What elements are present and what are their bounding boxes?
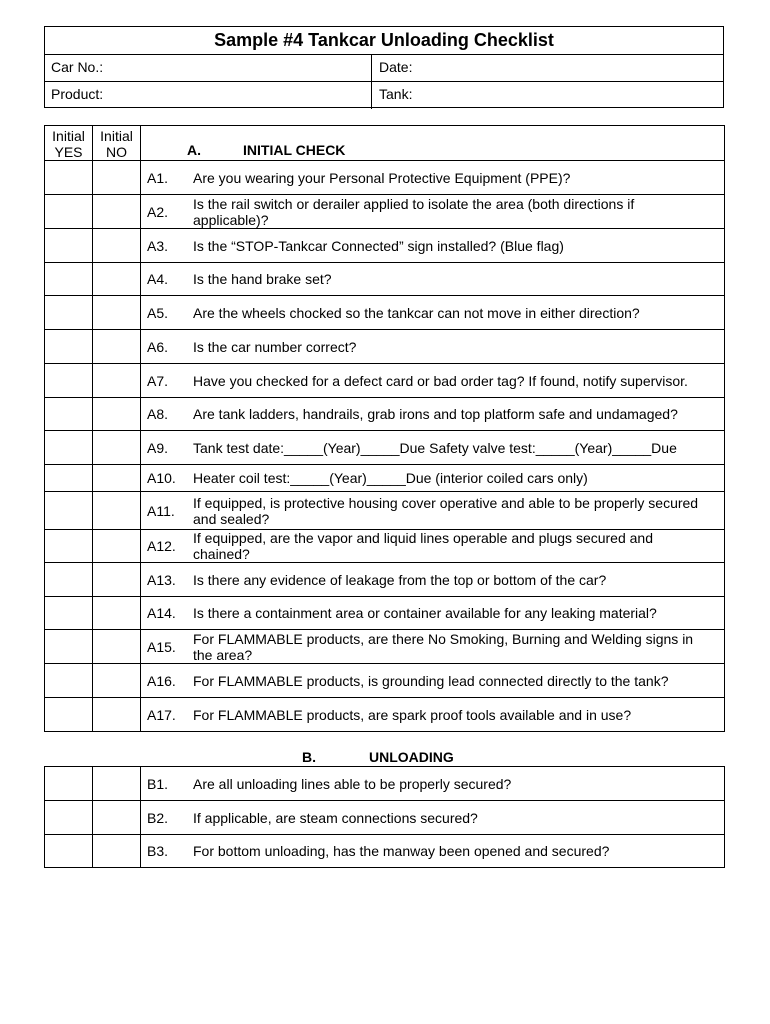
initial-no-box[interactable] xyxy=(93,597,141,630)
question-cell xyxy=(141,330,725,364)
item-number: A6. xyxy=(147,338,169,355)
item-question: Are you wearing your Personal Protective Equipment (PPE)? xyxy=(193,169,571,186)
checklist-row xyxy=(45,698,725,732)
item-question: Tank test date:_____(Year)_____Due Safety valve test:_____(Year)_____Due xyxy=(193,439,677,456)
item-number: A9. xyxy=(147,439,169,456)
initial-no-box[interactable] xyxy=(93,698,141,732)
initial-yes-box[interactable] xyxy=(45,364,93,398)
question-cell xyxy=(141,492,725,530)
checklist-row xyxy=(45,630,725,664)
section-b-heading xyxy=(302,749,454,765)
initial-yes-box[interactable] xyxy=(45,398,93,431)
initial-yes-box[interactable] xyxy=(45,664,93,698)
checklist-row xyxy=(45,563,725,597)
question-cell xyxy=(141,630,725,664)
initial-no-box[interactable] xyxy=(93,431,141,465)
initial-no-box[interactable] xyxy=(93,161,141,195)
initial-yes-box[interactable] xyxy=(45,835,93,868)
initial-no-box[interactable] xyxy=(93,364,141,398)
checklist-row xyxy=(45,296,725,330)
initial-yes-box[interactable] xyxy=(45,161,93,195)
checklist-row xyxy=(45,229,725,263)
item-question: Is the hand brake set? xyxy=(193,271,332,287)
initial-check-table xyxy=(44,125,725,732)
initial-no-box[interactable] xyxy=(93,835,141,868)
initial-no-box[interactable] xyxy=(93,530,141,563)
question-cell xyxy=(141,195,725,229)
item-number: A3. xyxy=(147,237,169,254)
initial-no-box[interactable] xyxy=(93,563,141,597)
item-question: Have you checked for a defect card or bad order tag? If found, notify supervisor. xyxy=(193,372,688,389)
checklist-row xyxy=(45,431,725,465)
question-cell xyxy=(141,835,725,868)
item-number: B1. xyxy=(147,775,169,792)
item-number: A1. xyxy=(147,169,169,186)
checklist-row xyxy=(45,530,725,563)
item-question: Is there a containment area or container available for any leaking material? xyxy=(193,605,657,621)
initial-no-box[interactable] xyxy=(93,398,141,431)
header-row-product xyxy=(45,81,723,109)
initial-no-box[interactable] xyxy=(93,296,141,330)
item-question: Is the “STOP-Tankcar Connected” sign installed? (Blue flag) xyxy=(193,237,564,254)
initial-yes-box[interactable] xyxy=(45,630,93,664)
section-a-letter: A. xyxy=(187,142,201,158)
item-number: A14. xyxy=(147,605,176,621)
item-number: A5. xyxy=(147,304,169,321)
item-question: If applicable, are steam connections secured? xyxy=(193,809,478,826)
question-cell xyxy=(141,465,725,492)
initial-yes-box[interactable] xyxy=(45,431,93,465)
item-number: A12. xyxy=(147,538,176,554)
section-b-letter: B. xyxy=(302,749,316,765)
item-question: For FLAMMABLE products, are spark proof tools available and in use? xyxy=(193,706,632,723)
question-cell xyxy=(141,296,725,330)
initial-no-box[interactable] xyxy=(93,630,141,664)
checklist-header xyxy=(44,26,724,108)
checklist-row xyxy=(45,330,725,364)
item-number: B2. xyxy=(147,809,169,826)
question-cell xyxy=(141,767,725,801)
item-question: If equipped, is protective housing cover operative and able to be properly secured and sealed? xyxy=(193,494,699,527)
question-cell xyxy=(141,229,725,263)
item-question: For FLAMMABLE products, are there No Smoking, Burning and Welding signs in the area? xyxy=(193,630,694,663)
item-question: Are all unloading lines able to be properly secured? xyxy=(193,775,512,792)
item-question: For bottom unloading, has the manway been opened and secured? xyxy=(193,843,610,859)
question-cell xyxy=(141,597,725,630)
product-field[interactable]: Product: xyxy=(45,82,372,109)
initial-yes-label-2: YES xyxy=(54,144,83,160)
item-number: A4. xyxy=(147,271,169,287)
item-number: A7. xyxy=(147,372,169,389)
question-cell xyxy=(141,698,725,732)
item-number: A13. xyxy=(147,571,176,588)
question-cell xyxy=(141,161,725,195)
initial-no-label-2: NO xyxy=(106,144,127,160)
initial-yes-box[interactable] xyxy=(45,465,93,492)
table-header-row xyxy=(45,126,725,161)
initial-yes-label-1: Initial xyxy=(52,128,85,144)
initial-no-header xyxy=(93,126,141,161)
initial-no-label-1: Initial xyxy=(100,128,133,144)
initial-no-box[interactable] xyxy=(93,229,141,263)
question-cell xyxy=(141,263,725,296)
checklist-row xyxy=(45,492,725,530)
item-number: A15. xyxy=(147,638,176,655)
item-number: A11. xyxy=(147,502,175,519)
initial-yes-box[interactable] xyxy=(45,597,93,630)
initial-yes-box[interactable] xyxy=(45,492,93,530)
checklist-row xyxy=(45,364,725,398)
item-question: Are tank ladders, handrails, grab irons and top platform safe and undamaged? xyxy=(193,406,678,422)
section-a-heading xyxy=(141,126,725,161)
initial-yes-box[interactable] xyxy=(45,195,93,229)
checklist-row xyxy=(45,398,725,431)
item-number: A17. xyxy=(147,706,176,723)
item-number: A16. xyxy=(147,672,176,689)
item-number: A8. xyxy=(147,406,169,422)
question-cell xyxy=(141,364,725,398)
date-field[interactable]: Date: xyxy=(379,59,413,75)
initial-yes-box[interactable] xyxy=(45,563,93,597)
checklist-row xyxy=(45,465,725,492)
item-question: Is there any evidence of leakage from the top or bottom of the car? xyxy=(193,571,607,588)
item-question: Are the wheels chocked so the tankcar can not move in either direction? xyxy=(193,304,640,321)
checklist-row xyxy=(45,664,725,698)
initial-yes-box[interactable] xyxy=(45,263,93,296)
initial-yes-box[interactable] xyxy=(45,229,93,263)
item-number: A2. xyxy=(147,203,169,220)
initial-yes-box[interactable] xyxy=(45,801,93,835)
item-question: Heater coil test:_____(Year)_____Due (interior coiled cars only) xyxy=(193,470,588,486)
initial-no-box[interactable] xyxy=(93,195,141,229)
initial-no-box[interactable] xyxy=(93,664,141,698)
checklist-row xyxy=(45,161,725,195)
initial-yes-box[interactable] xyxy=(45,767,93,801)
tank-field[interactable]: Tank: xyxy=(379,86,413,102)
checklist-row xyxy=(45,195,725,229)
checklist-row xyxy=(45,835,725,868)
initial-no-box[interactable] xyxy=(93,492,141,530)
initial-no-box[interactable] xyxy=(93,801,141,835)
car-no-field[interactable]: Car No.: xyxy=(45,55,372,82)
initial-yes-box[interactable] xyxy=(45,698,93,732)
question-cell xyxy=(141,563,725,597)
checklist-row xyxy=(45,263,725,296)
item-question: Is the rail switch or derailer applied to isolate the area (both directions if applicable)? xyxy=(193,195,635,228)
section-b-title: UNLOADING xyxy=(369,749,454,765)
item-question: For FLAMMABLE products, is grounding lead connected directly to the tank? xyxy=(193,672,669,689)
initial-yes-box[interactable] xyxy=(45,530,93,563)
initial-yes-box[interactable] xyxy=(45,330,93,364)
item-number: B3. xyxy=(147,843,169,859)
item-number: A10. xyxy=(147,470,176,486)
checklist-row xyxy=(45,767,725,801)
section-a-title: INITIAL CHECK xyxy=(243,142,346,158)
initial-yes-box[interactable] xyxy=(45,296,93,330)
checklist-row xyxy=(45,597,725,630)
header-row-car xyxy=(45,54,723,82)
initial-no-box[interactable] xyxy=(93,465,141,492)
item-question: If equipped, are the vapor and liquid lines operable and plugs secured and chained? xyxy=(193,530,653,562)
item-question: Is the car number correct? xyxy=(193,338,357,355)
page-title: Sample #4 Tankcar Unloading Checklist xyxy=(214,30,554,50)
question-cell xyxy=(141,530,725,563)
question-cell xyxy=(141,398,725,431)
checklist-row xyxy=(45,801,725,835)
initial-no-box[interactable] xyxy=(93,263,141,296)
initial-no-box[interactable] xyxy=(93,767,141,801)
unloading-table xyxy=(44,766,725,868)
question-cell xyxy=(141,664,725,698)
question-cell xyxy=(141,431,725,465)
initial-no-box[interactable] xyxy=(93,330,141,364)
initial-yes-header xyxy=(45,126,93,161)
question-cell xyxy=(141,801,725,835)
